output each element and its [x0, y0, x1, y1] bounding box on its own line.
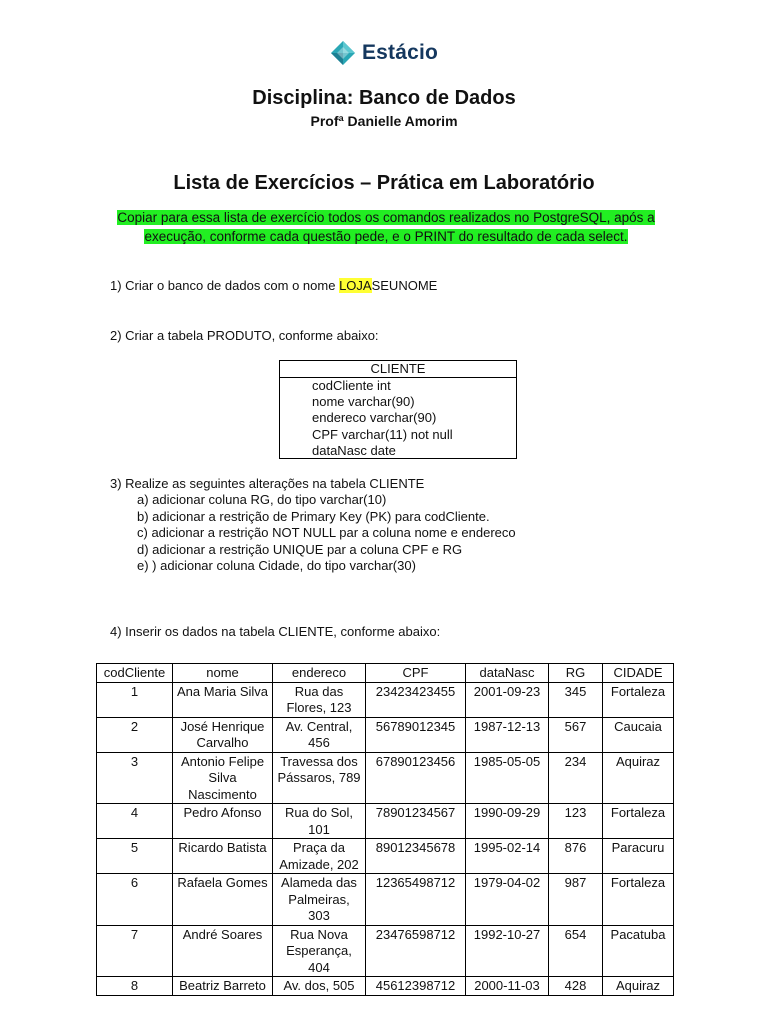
table-cell: 6 [97, 874, 173, 926]
question-1-highlight: LOJA [339, 278, 372, 293]
table-cell: 12365498712 [366, 874, 466, 926]
table-cell: 56789012345 [366, 717, 466, 752]
table-cell: Av. Central, 456 [273, 717, 366, 752]
table-cell: André Soares [173, 925, 273, 977]
question-2: 2) Criar a tabela PRODUTO, conforme abaixo: [110, 328, 379, 343]
table-cell: 876 [549, 839, 603, 874]
table-cell: Fortaleza [603, 804, 674, 839]
table-header-cell: codCliente [97, 664, 173, 683]
table-row [97, 925, 674, 977]
table-cell: Antonio Felipe Silva Nascimento [173, 752, 273, 804]
table-cell: Pacatuba [603, 925, 674, 977]
table-cell: 567 [549, 717, 603, 752]
table-header-cell: dataNasc [466, 664, 549, 683]
table-cell: Aquiraz [603, 752, 674, 804]
entity-field: codCliente int [312, 378, 391, 393]
subject-title: Disciplina: Banco de Dados [252, 87, 516, 109]
question-3 [110, 476, 516, 575]
question-4: 4) Inserir os dados na tabela CLIENTE, conforme abaixo: [110, 624, 441, 639]
question-3-item: d) adicionar a restrição UNIQUE par a coluna CPF e RG [137, 541, 463, 557]
table-row [97, 977, 674, 996]
table-cell: 89012345678 [366, 839, 466, 874]
logo-text: Estácio [361, 41, 439, 64]
question-1 [110, 278, 437, 294]
table-cell: Paracuru [603, 839, 674, 874]
table-cell: Rua das Flores, 123 [273, 682, 366, 717]
table-cell: Praça da Amizade, 202 [273, 839, 366, 874]
table-cell: Travessa dos Pássaros, 789 [273, 752, 366, 804]
entity-field: endereco varchar(90) [312, 410, 437, 426]
list-title: Lista de Exercícios – Prática em Laboratório [173, 172, 595, 194]
table-header-cell: CIDADE [603, 664, 674, 683]
table-cell: 1995-02-14 [466, 839, 549, 874]
table-cell: 123 [549, 804, 603, 839]
table-header-cell: endereco [273, 664, 366, 683]
table-cell: 2001-09-23 [466, 682, 549, 717]
table-cell: Rua do Sol, 101 [273, 804, 366, 839]
table-cell: 987 [549, 874, 603, 926]
table-row [97, 682, 674, 717]
table-header-cell: CPF [366, 664, 466, 683]
logo [0, 40, 768, 71]
table-cell: 2 [97, 717, 173, 752]
question-3-text: 3) Realize as seguintes alterações na tabela CLIENTE [110, 476, 425, 491]
table-cell: 1987-12-13 [466, 717, 549, 752]
table-cell: 1990-09-29 [466, 804, 549, 839]
table-cell: 1979-04-02 [466, 874, 549, 926]
question-3-item: c) adicionar a restrição NOT NULL par a coluna nome e endereco [137, 525, 516, 540]
question-3-item: a) adicionar coluna RG, do tipo varchar(10) [137, 492, 387, 507]
table-row [97, 839, 674, 874]
instruction-text [100, 208, 672, 246]
table-cell: Ana Maria Silva [173, 682, 273, 717]
table-cell: Fortaleza [603, 682, 674, 717]
table-cell: 234 [549, 752, 603, 804]
table-cell: Fortaleza [603, 874, 674, 926]
entity-field: CPF varchar(11) not null [312, 426, 453, 442]
table-cell: Alameda das Palmeiras, 303 [273, 874, 366, 926]
table-cell: 45612398712 [366, 977, 466, 996]
table-cell: 1985-05-05 [466, 752, 549, 804]
table-cell: 5 [97, 839, 173, 874]
table-cell: Ricardo Batista [173, 839, 273, 874]
question-3-item: e) ) adicionar coluna Cidade, do tipo varchar(30) [137, 558, 416, 573]
entity-name: CLIENTE [280, 361, 516, 378]
question-1-suffix: SEUNOME [371, 278, 438, 293]
entity-field: dataNasc date [312, 442, 396, 458]
estacio-diamond-icon [330, 40, 356, 66]
table-row [97, 804, 674, 839]
entity-box-cliente [279, 360, 517, 459]
table-cell: Pedro Afonso [173, 804, 273, 839]
table-cell: 1 [97, 682, 173, 717]
table-cell: 23423423455 [366, 682, 466, 717]
table-row [97, 752, 674, 804]
table-cell: Caucaia [603, 717, 674, 752]
question-3-item: b) adicionar a restrição de Primary Key (PK) para codCliente. [137, 508, 490, 524]
teacher-name: Profª Danielle Amorim [310, 113, 458, 129]
table-cell: Beatriz Barreto [173, 977, 273, 996]
instruction-highlight: Copiar para essa lista de exercício todos os comandos realizados no PostgreSQL, após a execução, conforme cada questão pede, e o PRINT do resultado de cada select. [117, 210, 655, 244]
table-cell: 7 [97, 925, 173, 977]
cliente-data-table [96, 663, 674, 996]
table-header-cell: RG [549, 664, 603, 683]
table-cell: 8 [97, 977, 173, 996]
table-cell: 23476598712 [366, 925, 466, 977]
question-1-prefix: 1) Criar o banco de dados com o nome [110, 278, 340, 293]
table-cell: Rafaela Gomes [173, 874, 273, 926]
table-header-cell: nome [173, 664, 273, 683]
table-cell: Rua Nova Esperança, 404 [273, 925, 366, 977]
entity-fields [280, 378, 516, 459]
table-cell: 4 [97, 804, 173, 839]
table-cell: 345 [549, 682, 603, 717]
table-cell: 3 [97, 752, 173, 804]
table-cell: 1992-10-27 [466, 925, 549, 977]
table-cell: 2000-11-03 [466, 977, 549, 996]
table-row [97, 717, 674, 752]
table-cell: 67890123456 [366, 752, 466, 804]
table-cell: Aquiraz [603, 977, 674, 996]
table-row [97, 874, 674, 926]
table-cell: 78901234567 [366, 804, 466, 839]
entity-field: nome varchar(90) [312, 394, 415, 410]
table-header-row [97, 664, 674, 683]
table-cell: José Henrique Carvalho [173, 717, 273, 752]
table-cell: 654 [549, 925, 603, 977]
table-cell: 428 [549, 977, 603, 996]
table-cell: Av. dos, 505 [273, 977, 366, 996]
